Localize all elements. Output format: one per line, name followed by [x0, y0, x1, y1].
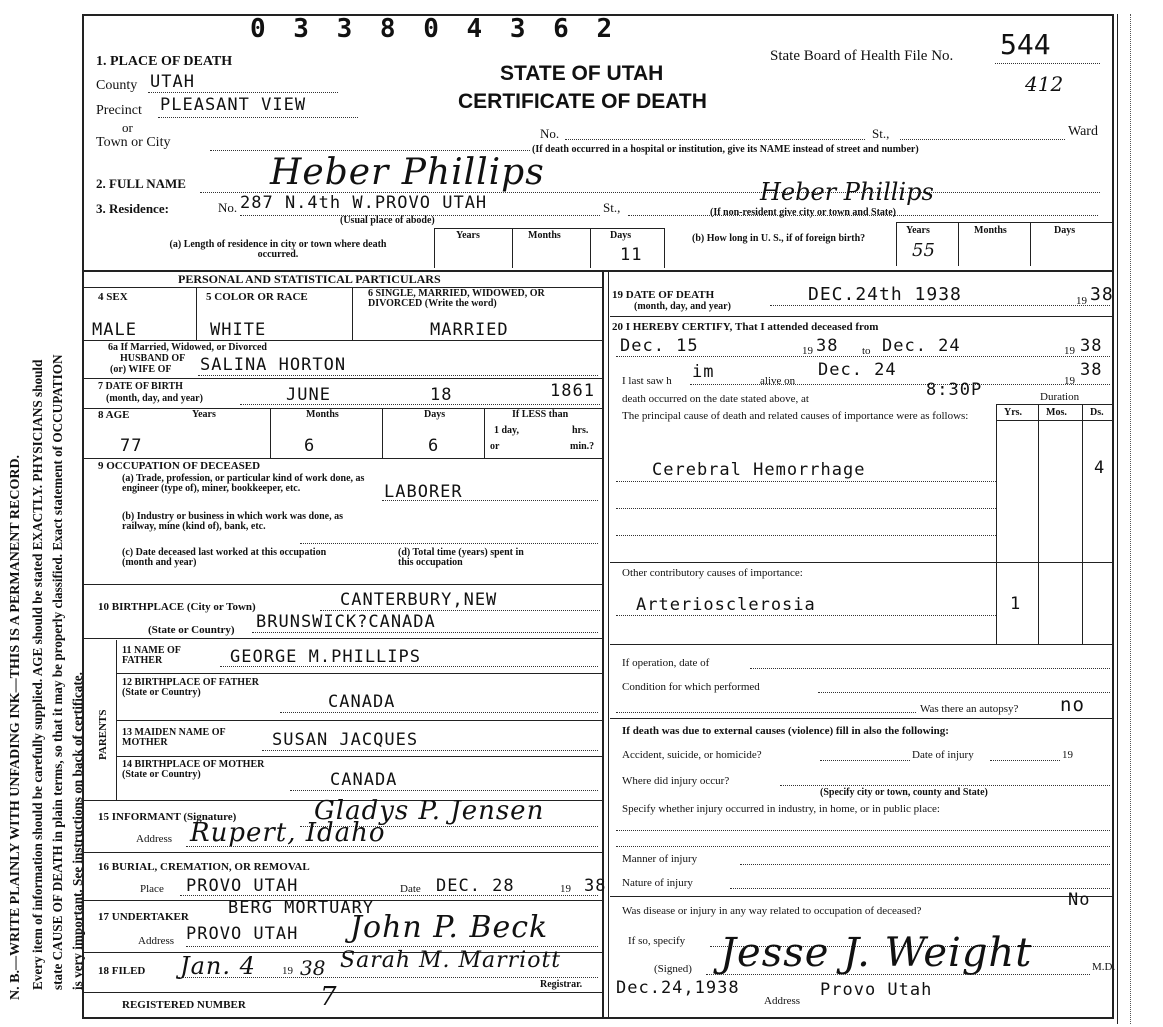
personal-heading: PERSONAL AND STATISTICAL PARTICULARS — [178, 272, 441, 286]
us-months-label: Months — [974, 225, 1007, 236]
spouse-value: SALINA HORTON — [200, 355, 347, 375]
undertaker-value: BERG MORTUARY — [228, 898, 375, 918]
md-label: M.D. — [1092, 961, 1116, 973]
father-label: 11 NAME OF FATHER — [122, 645, 181, 666]
attend-from: Dec. 15 — [620, 336, 699, 356]
father-birthplace-label: 12 BIRTHPLACE OF FATHER (State or Country) — [122, 677, 259, 698]
usual-abode-note: (Usual place of abode) — [340, 215, 435, 226]
margin-instruction-2: Every item of information should be carefully supplied. AGE should be stated EXACTLY. PHYSICIANS should — [30, 359, 45, 990]
alive-19: 19 — [1064, 375, 1075, 387]
cause-label: The principal cause of death and related causes of importance were as follows: — [622, 410, 969, 422]
dob-day: 18 — [430, 385, 453, 405]
external-label: If death was due to external causes (violence) fill in also the following: — [622, 725, 949, 737]
other-cause-yrs: 1 — [1010, 594, 1022, 614]
less-day-label: 1 day, — [494, 425, 520, 436]
ward-label: Ward — [1068, 124, 1098, 139]
occupation-related-value: No — [1068, 890, 1091, 910]
other-cause-value: Arteriosclerosia — [636, 595, 816, 615]
age-months-label: Months — [306, 409, 339, 420]
less-min-label: min.? — [570, 441, 595, 452]
attend-19a: 19 — [802, 345, 813, 357]
nonresident-note: (If non-resident give city or town and State) — [710, 207, 897, 218]
alive-year: 38 — [1080, 360, 1103, 380]
file-no-label: State Board of Health File No. — [770, 48, 954, 64]
undertaker-address: PROVO UTAH — [186, 924, 299, 944]
mother-birthplace-value: CANADA — [330, 770, 398, 790]
registrar-signature: Sarah M. Marriott — [340, 948, 562, 973]
last-saw-label: I last saw h — [622, 375, 672, 387]
death-at-label: death occurred on the date stated above, at — [622, 393, 809, 405]
sign-date: Dec.24,1938 — [616, 978, 740, 998]
occupation-c-label: (c) Date deceased last worked at this occupation (month and year) — [122, 547, 327, 568]
last-saw-value: im — [692, 362, 715, 382]
st-label: St., — [872, 126, 890, 141]
sign-address: Provo Utah — [820, 980, 933, 1000]
residence-days-value: 11 — [620, 245, 643, 265]
color-label: 5 COLOR OR RACE — [206, 291, 308, 303]
no-label: No. — [540, 126, 560, 141]
burial-place-label: Place — [140, 883, 164, 895]
margin-instruction-3: state CAUSE OF DEATH in plain terms, so that it may be properly classified. Exact statement of OCCUPATION — [50, 354, 65, 990]
full-name-label: 2. FULL NAME — [96, 176, 186, 191]
attend-to-year: 38 — [1080, 336, 1103, 356]
less-or-label: or — [490, 441, 500, 452]
serial-number: 0 3 3 8 0 4 3 6 2 — [250, 14, 619, 44]
operation-label: If operation, date of — [622, 657, 710, 669]
mother-birthplace-label: 14 BIRTHPLACE OF MOTHER (State or Country) — [122, 759, 265, 780]
attend-19b: 19 — [1064, 345, 1075, 357]
file-no: 544 — [1000, 28, 1051, 61]
burial-year: 38 — [584, 876, 607, 896]
condition-label: Condition for which performed — [622, 681, 760, 693]
undertaker-signature: John P. Beck — [350, 910, 549, 945]
spouse-label-2: HUSBAND OF — [120, 353, 186, 364]
occupation-value: LABORER — [384, 482, 463, 502]
signed-label: (Signed) — [654, 963, 692, 975]
occupation-b-label: (b) Industry or business in which work was done, as railway, mine (kind of), bank, etc. — [122, 511, 343, 532]
age-label: 8 AGE — [98, 409, 130, 421]
spouse-label-3: (or) WIFE OF — [110, 364, 172, 375]
margin-instruction-4: is very important. See instructions on back of certificate. — [70, 672, 85, 990]
less-hrs-label: hrs. — [572, 425, 589, 436]
sex-value: MALE — [92, 320, 137, 340]
dob-year: 1861 — [550, 381, 595, 401]
mother-value: SUSAN JACQUES — [272, 730, 419, 750]
dod-label-2: (month, day, and year) — [634, 301, 731, 312]
less-than-label: If LESS than — [512, 409, 569, 420]
hospital-note: (If death occurred in a hospital or institution, give its NAME instead of street and number) — [532, 144, 919, 155]
us-days-label: Days — [1054, 225, 1076, 236]
precinct-label: Precinct — [96, 103, 142, 118]
attend-from-year: 38 — [816, 336, 839, 356]
nature-label: Nature of injury — [622, 877, 693, 889]
days-label: Days — [610, 230, 632, 241]
age-years-value: 77 — [120, 436, 143, 456]
duration-label: Duration — [1040, 391, 1080, 403]
physician-signature: Jesse J. Weight — [720, 930, 1033, 976]
where-injury-label: Where did injury occur? — [622, 775, 730, 787]
death-time: 8:30P — [926, 380, 983, 400]
occupation-a-label: (a) Trade, profession, or particular kind of work done, as engineer (type of), miner, bookkeeper, etc. — [122, 473, 365, 494]
occupation-d-label: (d) Total time (years) spent in this occupation — [398, 547, 524, 568]
registered-number-mark: 7 — [320, 982, 338, 1012]
informant-signature: Gladys P. Jensen — [314, 796, 545, 826]
father-birthplace-value: CANADA — [328, 692, 396, 712]
county-label: County — [96, 78, 138, 93]
burial-date: DEC. 28 — [436, 876, 515, 896]
if-so-label: If so, specify — [628, 935, 686, 947]
us-time-label: (b) How long in U. S., if of foreign birth? — [692, 233, 866, 244]
birthplace-city: CANTERBURY,NEW — [340, 590, 498, 610]
yrs-label: Yrs. — [1004, 407, 1023, 418]
dob-label-2: (month, day, and year) — [106, 393, 203, 404]
months-label: Months — [528, 230, 561, 241]
spouse-label-1: 6a If Married, Widowed, or Divorced — [108, 342, 267, 353]
age-months-value: 6 — [304, 436, 316, 456]
autopsy-label: Was there an autopsy? — [920, 703, 1019, 715]
filed-date: Jan. 4 — [180, 952, 256, 980]
sex-label: 4 SEX — [98, 291, 128, 303]
mos-label: Mos. — [1046, 407, 1067, 418]
manner-label: Manner of injury — [622, 853, 698, 865]
registrar-label: Registrar. — [540, 979, 583, 990]
specify-city-note: (Specify city or town, county and State) — [820, 787, 988, 798]
residence-label: 3. Residence: — [96, 201, 169, 216]
burial-label: 16 BURIAL, CREMATION, OR REMOVAL — [98, 861, 310, 873]
autopsy-value: no — [1060, 694, 1085, 716]
age-days-label: Days — [424, 409, 446, 420]
dod-label-1: 19 DATE OF DEATH — [612, 289, 715, 301]
industry-label: Specify whether injury occurred in industry, in home, or in public place: — [622, 803, 940, 815]
length-residence-label: (a) Length of residence in city or town where death occurred. — [169, 239, 387, 260]
informant-label: 15 INFORMANT (Signature) — [98, 811, 237, 823]
parents-label: PARENTS — [97, 709, 109, 760]
us-years-label: Years — [906, 225, 930, 236]
title-state: STATE OF UTAH — [500, 62, 664, 85]
birthplace-state-label: (State or Country) — [148, 624, 235, 636]
informant-address-label: Address — [136, 833, 173, 845]
alive-date: Dec. 24 — [818, 360, 897, 380]
burial-place: PROVO UTAH — [186, 876, 299, 896]
residence-no-label: No. — [218, 200, 238, 215]
ds-label: Ds. — [1090, 407, 1104, 418]
dod-19: 19 — [1076, 295, 1087, 307]
sign-address-label: Address — [764, 995, 801, 1007]
or-label: or — [122, 120, 133, 135]
mother-label: 13 MAIDEN NAME OF MOTHER — [122, 727, 226, 748]
residence-st-label: St., — [603, 200, 621, 215]
residence-value: 287 N.4th W.PROVO UTAH — [240, 193, 488, 213]
us-years-value: 55 — [912, 240, 935, 261]
full-name-value: Heber Phillips — [270, 152, 545, 193]
attend-to: Dec. 24 — [882, 336, 961, 356]
birthplace-country: BRUNSWICK?CANADA — [256, 612, 436, 632]
cause-ds: 4 — [1094, 458, 1106, 478]
father-value: GEORGE M.PHILLIPS — [230, 647, 421, 667]
color-value: WHITE — [210, 320, 267, 340]
other-causes-label: Other contributory causes of importance: — [622, 567, 803, 579]
undertaker-label: 17 UNDERTAKER — [98, 911, 189, 923]
dod-value: DEC.24th 1938 — [808, 284, 962, 305]
injury-19: 19 — [1062, 749, 1073, 761]
alive-label: alive on — [760, 375, 796, 387]
marital-value: MARRIED — [430, 320, 509, 340]
filed-year: 38 — [300, 956, 326, 980]
place-heading: 1. PLACE OF DEATH — [96, 54, 233, 69]
filed-19: 19 — [282, 965, 293, 977]
dob-label-1: 7 DATE OF BIRTH — [98, 381, 183, 392]
dod-year: 38 — [1090, 284, 1114, 305]
accident-label: Accident, suicide, or homicide? — [622, 749, 762, 761]
filed-label: 18 FILED — [98, 965, 146, 977]
file-no-note: 412 — [1025, 72, 1064, 96]
occupation-related-label: Was disease or injury in any way related to occupation of deceased? — [622, 905, 922, 917]
injury-date-label: Date of injury — [912, 749, 974, 761]
certify-label: 20 I HEREBY CERTIFY, That I attended deceased from — [612, 321, 879, 333]
burial-19: 19 — [560, 883, 571, 895]
years-label: Years — [456, 230, 480, 241]
margin-instruction-1: N. B.—WRITE PLAINLY WITH UNFADING INK—THIS IS A PERMANENT RECORD. — [8, 454, 23, 1000]
marital-label: 6 SINGLE, MARRIED, WIDOWED, OR DIVORCED (Write the word) — [368, 288, 545, 309]
dob-month: JUNE — [286, 385, 331, 405]
occupation-heading: 9 OCCUPATION OF DECEASED — [98, 460, 261, 472]
age-years-label: Years — [192, 409, 216, 420]
birthplace-label: 10 BIRTHPLACE (City or Town) — [98, 601, 256, 613]
county-value: UTAH — [150, 72, 195, 92]
cause-value: Cerebral Hemorrhage — [652, 460, 866, 480]
age-days-value: 6 — [428, 436, 440, 456]
undertaker-address-label: Address — [138, 935, 175, 947]
town-label: Town or City — [96, 135, 171, 150]
informant-address: Rupert, Idaho — [190, 818, 386, 848]
residence-name-copy: Heber Phillips — [760, 178, 934, 206]
burial-date-label: Date — [400, 883, 421, 895]
title-certificate: CERTIFICATE OF DEATH — [458, 90, 707, 113]
precinct-value: PLEASANT VIEW — [160, 95, 307, 115]
registered-number-label: REGISTERED NUMBER — [122, 999, 246, 1011]
to-label: to — [862, 345, 871, 357]
